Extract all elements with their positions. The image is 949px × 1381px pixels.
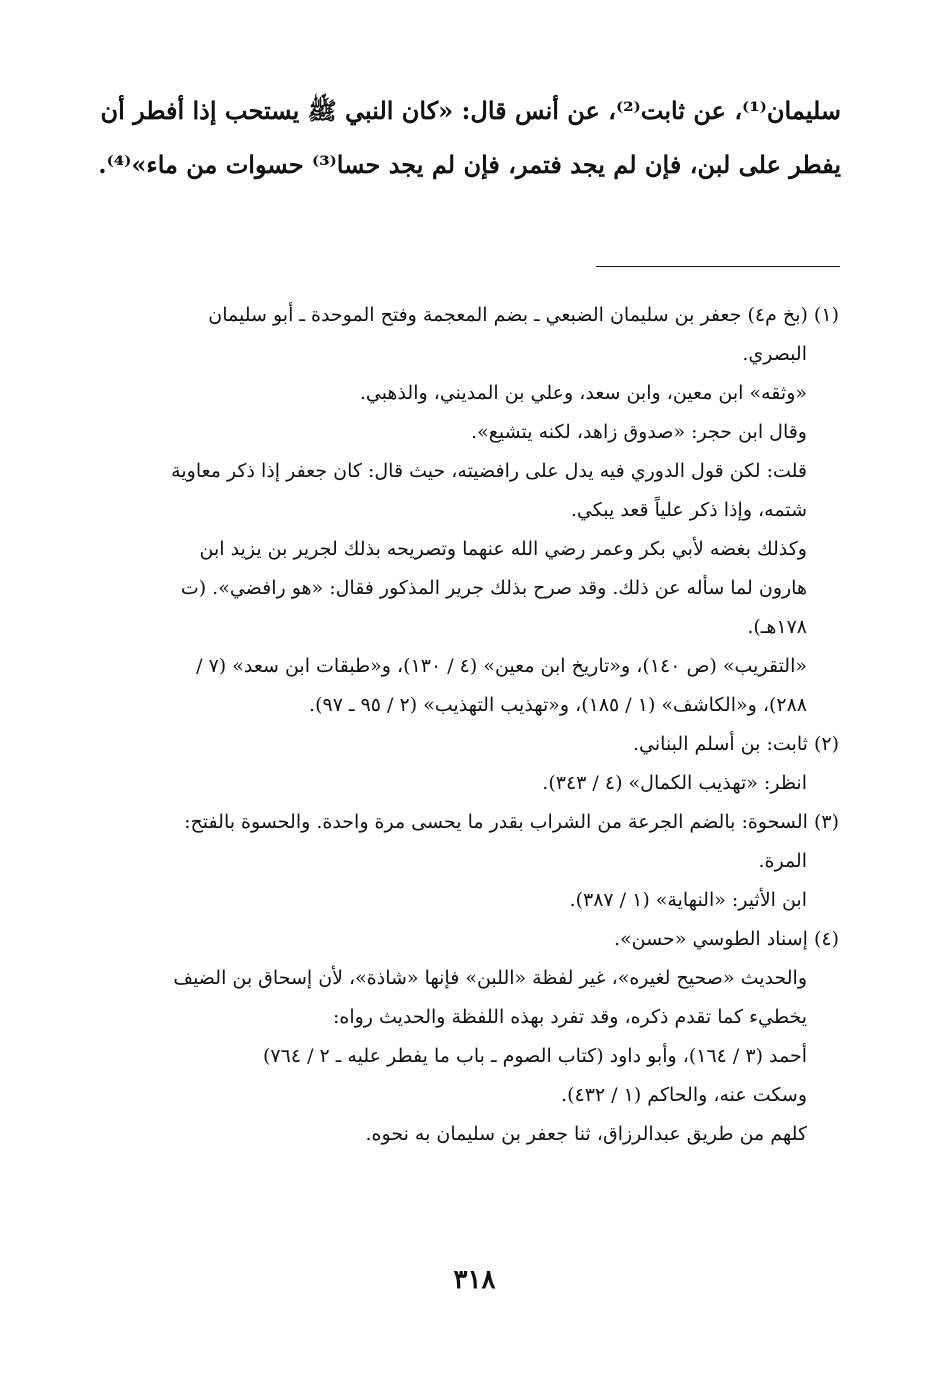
footnote-line: كلهم من طريق عبدالرزاق، ثنا جعفر بن سليمان به نحوه. [365,1123,807,1145]
footnote-line: ٢٨٨)، و«الكاشف» (١ / ١٨٥)، و«تهذيب التهذيب» (٢ / ٩٥ ـ ٩٧). [309,694,807,716]
footnote-line: وقال ابن حجر: «صدوق زاهد، لكنه يتشيع». [471,421,807,443]
main-text-line: سليمان⁽¹⁾، عن ثابت⁽²⁾، عن أنس قال: «كان النبي ﷺ يستحب إذا أفطر أن [100,96,841,125]
footnote-line: وسكت عنه، والحاكم (١ / ٤٣٢). [561,1084,807,1106]
footnote-line: والحديث «صحيح لغيره»، غير لفظة «اللبن» فإنها «شاذة»، لأن إسحاق بن الضيف [173,967,807,989]
footnote-line: «التقريب» (ص ١٤٠)، و«تاريخ ابن معين» (٤ / ١٣٠)، و«طبقات ابن سعد» (٧ / [196,655,807,677]
footnote-line: ابن الأثير: «النهاية» (١ / ٣٨٧). [569,889,807,911]
page-number: ٣١٨ [453,1265,496,1295]
footnotes [118,296,839,1154]
main-text-line: يفطر على لبن، فإن لم يجد فتمر، فإن لم يجد حسا⁽³⁾ حسوات من ماء»⁽⁴⁾. [98,150,841,179]
footnote-separator [596,266,840,267]
footnote-line: (٣) السحوة: بالضم الجرعة من الشراب بقدر ما يحسى مرة واحدة. والحسوة بالفتح: [184,811,839,833]
footnote-line: (٤) إسناد الطوسي «حسن». [613,928,839,950]
footnote-line: هارون لما سأله عن ذلك. وقد صرح بذلك جرير المذكور فقال: «هو رافضي». (ت [180,577,807,599]
footnote-line: (١) (بخ م٤) جعفر بن سليمان الضبعي ـ بضم المعجمة وفتح الموحدة ـ أبو سليمان [208,304,839,326]
main-text [98,84,841,192]
footnote-line: المرة. [758,850,807,872]
footnote-line: «وثقه» ابن معين، وابن سعد، وعلي بن المديني، والذهبي. [359,382,807,404]
footnote-line: ١٧٨هـ). [747,616,807,638]
footnote-line: البصري. [742,343,807,365]
footnote-line: انظر: «تهذيب الكمال» (٤ / ٣٤٣). [542,772,807,794]
footnote-line: وكذلك بغضه لأبي بكر وعمر رضي الله عنهما وتصريحه بذلك لجرير بن يزيد ابن [199,538,807,560]
footnote-line: أحمد (٣ / ١٦٤)، وأبو داود (كتاب الصوم ـ باب ما يفطر عليه ـ ٢ / ٧٦٤) [263,1045,807,1067]
footnote-line: (٢) ثابت: بن أسلم البناني. [632,733,839,755]
footnote-line: شتمه، وإذا ذكر علياً قعد يبكي. [570,499,807,521]
footnote-line: يخطيء كما تقدم ذكره، وقد تفرد بهذه اللفظة والحديث رواه: [333,1006,807,1028]
footnote-line: قلت: لكن قول الدوري فيه يدل على رافضيته، حيث قال: كان جعفر إذا ذكر معاوية [171,460,807,482]
